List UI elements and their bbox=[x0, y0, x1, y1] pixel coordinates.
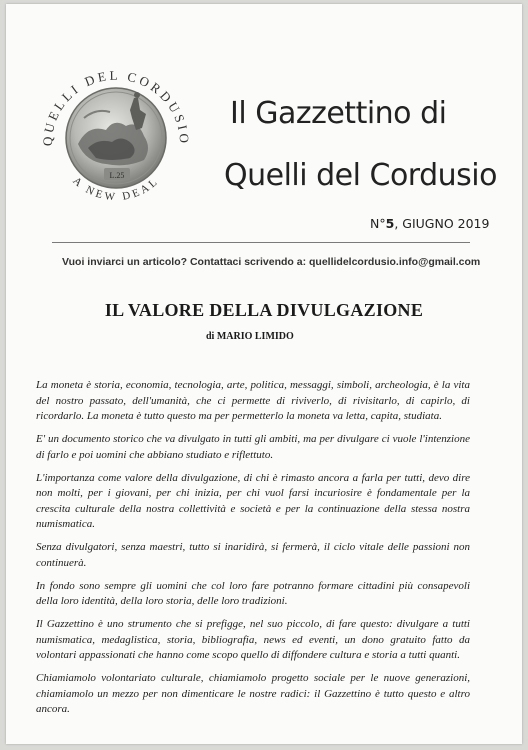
article-author: di MARIO LIMIDO bbox=[206, 331, 294, 342]
cordusio-logo bbox=[26, 48, 206, 228]
article-paragraph: Chiamiamolo volontariato culturale, chiamiamolo progetto sociale per le nuove generazioni, chiamiamolo un mezzo per non dimenticare le nostre radici: il Gazzettino è tutto questo e altro ancora. bbox=[36, 672, 470, 715]
article-paragraph: In fondo sono sempre gli uomini che col loro fare potranno formare cittadini più consapevoli della loro identità, della loro storia, delle loro tradizioni. bbox=[36, 579, 470, 607]
issue-info bbox=[370, 216, 489, 231]
logo-bottom-text: A NEW DEAL bbox=[70, 174, 162, 204]
article-body bbox=[36, 378, 470, 725]
header-divider bbox=[52, 242, 470, 243]
issue-date: , GIUGNO 2019 bbox=[394, 216, 490, 231]
newsletter-title-line-1: Il Gazzettino di bbox=[230, 96, 447, 131]
issue-number: 5 bbox=[385, 216, 395, 231]
contact-line: Vuoi inviarci un articolo? Contattaci scrivendo a: quellidelcordusio.info@gmail.com bbox=[62, 256, 481, 268]
article-paragraph: Il Gazzettino è uno strumento che si prefigge, nel suo piccolo, di fare questo: divulgare a tutti numismatica, medaglistica, storia, bibliografia, news ed eventi, un dono gratuito fatto da volontari appassionati che hanno come scopo quello di diffondere cultura e storia a tutti quanti. bbox=[36, 618, 470, 661]
article-paragraph: E' un documento storico che va divulgato in tutti gli ambiti, ma per divulgare ci vuole l'intenzione di farlo e poi uomini che abbiano studiato e riflettuto. bbox=[36, 433, 470, 461]
article-paragraph: La moneta è storia, economia, tecnologia, arte, politica, messaggi, simboli, archeologia, è la vita del nostro passato, dell'umanità, che ci permette di riviverlo, di rivisitarlo, di capirlo, di ricordarlo. La moneta è tutto questo ma per permetterlo la moneta va letta, capita, studiata. bbox=[36, 379, 470, 422]
article-headline: IL VALORE DELLA DIVULGAZIONE bbox=[104, 300, 424, 320]
issue-prefix: N° bbox=[370, 216, 386, 231]
newsletter-title-line-2: Quelli del Cordusio bbox=[224, 158, 497, 193]
logo-ring-text: QUELLI DEL CORDUSIO bbox=[39, 67, 193, 147]
article-paragraph: L'importanza come valore della divulgazione, di chi è rimasto ancora a farla per tutti, devo dire non molti, per i giovani, per chi inizia, per chi vuol farsi incuriosire è fondamentale per la crescita culturale della nostra collettività e società e per la continuazione della stessa nostra numismatica. bbox=[36, 471, 470, 530]
article-paragraph: Senza divulgatori, senza maestri, tutto si inaridirà, si fermerà, il ciclo vitale delle passioni non continuerà. bbox=[36, 541, 470, 569]
coin-value: L.25 bbox=[109, 171, 125, 180]
